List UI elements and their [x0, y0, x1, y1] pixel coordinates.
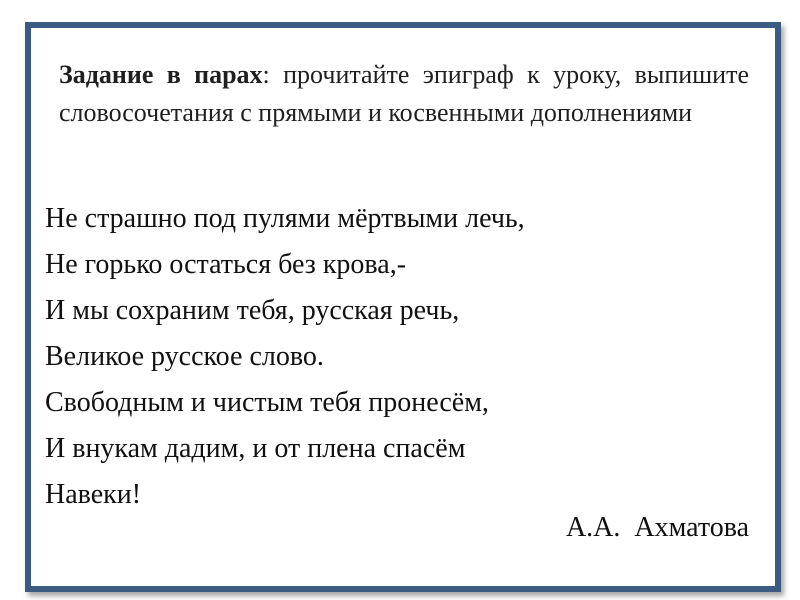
content-frame — [25, 22, 781, 592]
poem-author: А.А. Ахматова — [565, 512, 749, 543]
poem-line: Свободным и чистым тебя пронесём, — [45, 387, 489, 418]
poem-line: Не горько остаться без крова,- — [45, 249, 407, 280]
task-text: прочитайте эпиграф к уроку, выпишите словосочетания с прямыми и косвенными дополнениями — [59, 60, 749, 127]
poem-line: Не страшно под пулями мёртвыми лечь, — [45, 203, 525, 234]
poem-line: Великое русское слово. — [45, 341, 324, 372]
poem-line: И внукам дадим, и от плена спасём — [45, 433, 466, 464]
task-colon: : — [262, 60, 270, 89]
poem-epigraph — [45, 196, 745, 518]
task-instruction — [59, 56, 749, 132]
task-lead: Задание в парах — [59, 60, 263, 89]
poem-line: Навеки! — [45, 479, 142, 510]
poem-line: И мы сохраним тебя, русская речь, — [45, 295, 460, 326]
